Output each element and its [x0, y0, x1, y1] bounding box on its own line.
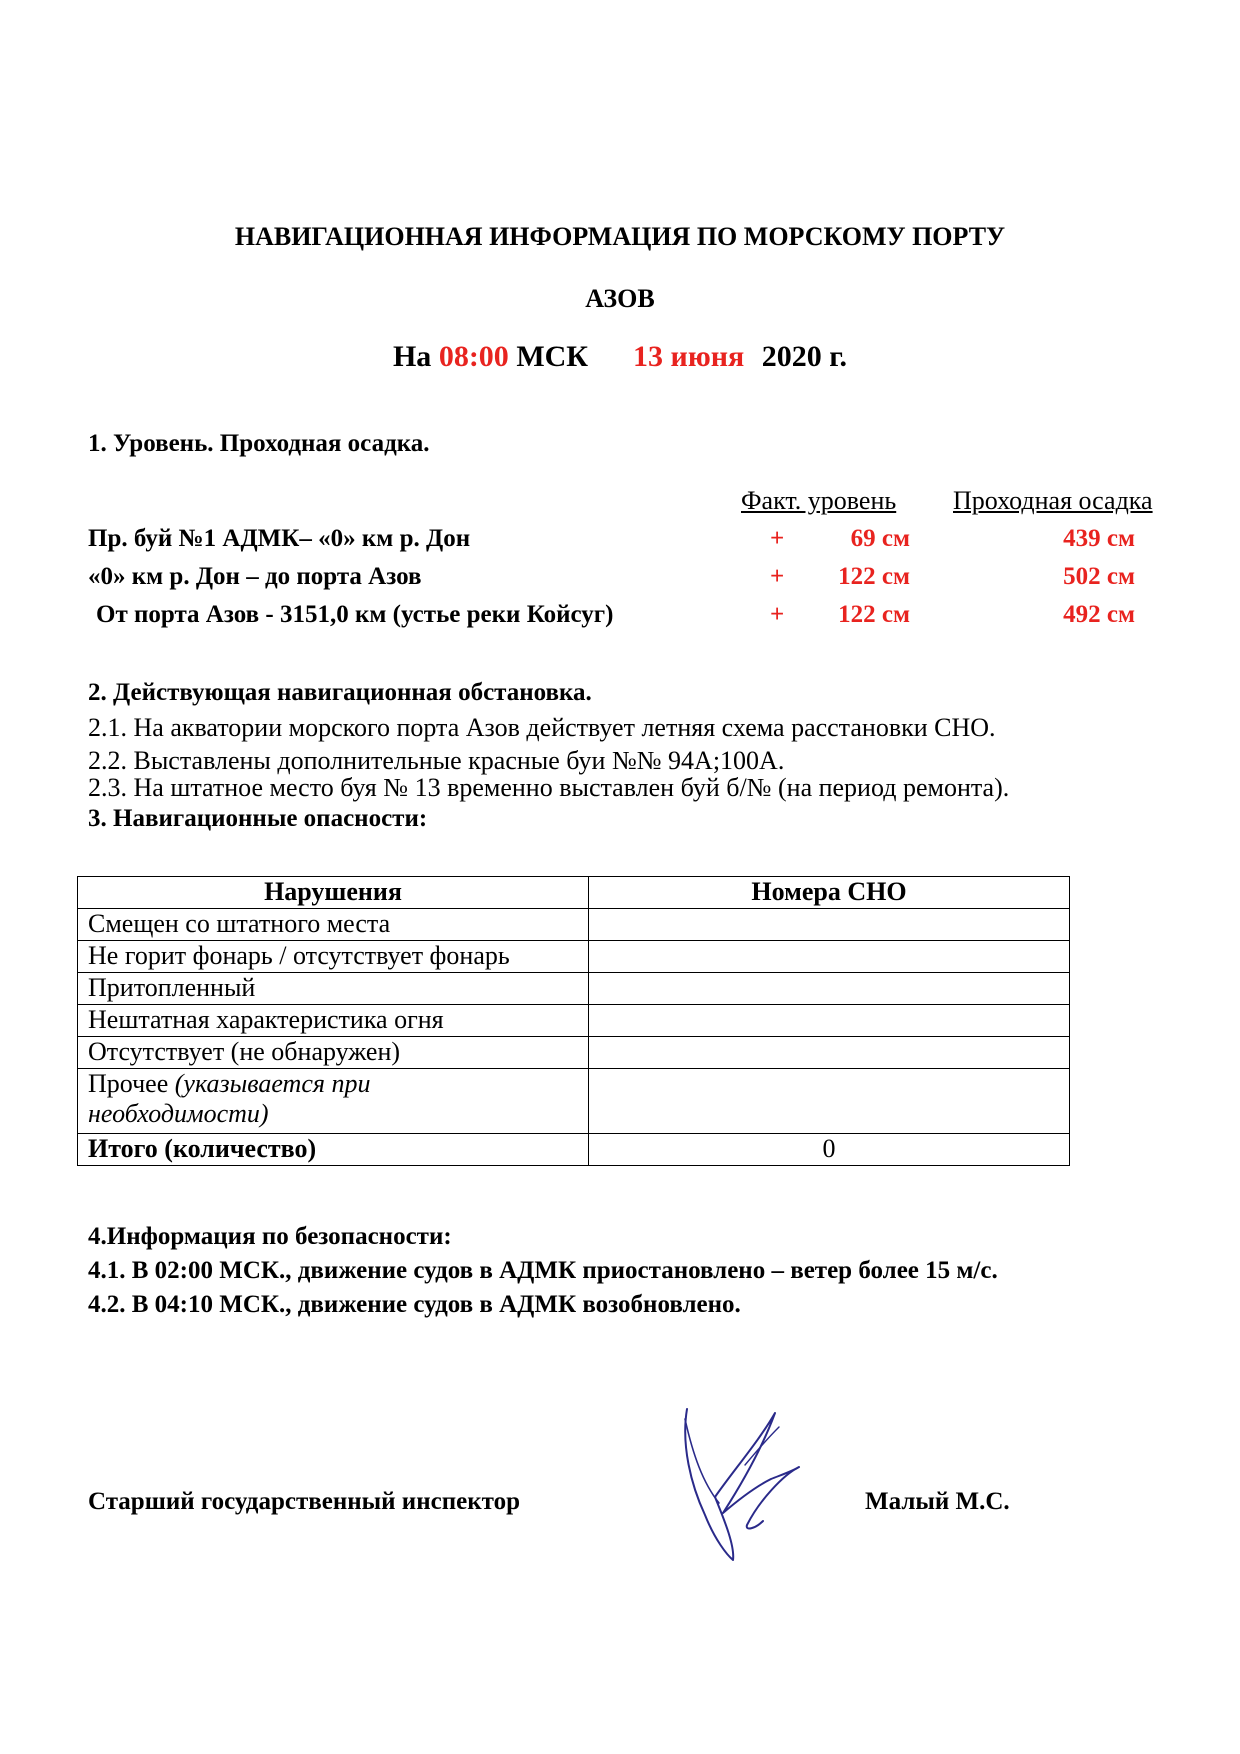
section2-title: 2. Действующая навигационная обстановка.: [88, 679, 592, 706]
table-row: [78, 1005, 1070, 1037]
signature-image: [675, 1405, 805, 1575]
section3-title: 3. Навигационные опасности:: [88, 805, 428, 832]
col-numbers-header: Номера СНО: [589, 877, 1070, 909]
nav-item: 2.2. Выставлены дополнительные красные буи №№ 94А;100А.: [88, 746, 785, 775]
level-row-level: 122 см: [838, 601, 910, 628]
violation-cell: Нештатная характеристика огня: [78, 1005, 589, 1037]
table-row: [78, 1069, 1070, 1134]
nav-item: 2.3. На штатное место буя № 13 временно выставлен буй б/№ (на период ремонта).: [88, 773, 1010, 802]
level-row-draft: 439 см: [1063, 525, 1135, 552]
other-label: Прочее: [88, 1069, 169, 1098]
col-violation-header: Нарушения: [78, 877, 589, 909]
other-note-2: необходимости): [88, 1099, 269, 1128]
other-note: (указывается при: [174, 1069, 371, 1098]
table-row: [78, 973, 1070, 1005]
violation-cell: Притопленный: [78, 973, 589, 1005]
violation-cell: Отсутствует (не обнаружен): [78, 1037, 589, 1069]
total-label: Итого (количество): [78, 1134, 589, 1166]
date-prefix: На: [392, 340, 432, 373]
violation-cell-other: [78, 1069, 589, 1134]
nav-item: 2.1. На акватории морского порта Азов действует летняя схема расстановки СНО.: [88, 713, 996, 742]
table-row: [78, 1037, 1070, 1069]
col-draft-header: Проходная осадка: [953, 486, 1153, 515]
level-row-draft: 502 см: [1063, 563, 1135, 590]
section1-title: 1. Уровень. Проходная осадка.: [88, 430, 430, 457]
level-row-sign: +: [770, 601, 785, 628]
table-total-row: [78, 1134, 1070, 1166]
col-level-header: Факт. уровень: [741, 486, 897, 515]
safety-item: 4.1. В 02:00 МСК., движение судов в АДМК приостановлено – ветер более 15 м/с.: [88, 1257, 998, 1284]
numbers-cell: [589, 941, 1070, 973]
section4-title: 4.Информация по безопасности:: [88, 1223, 452, 1250]
level-row-sign: +: [770, 525, 785, 552]
doc-title: НАВИГАЦИОННАЯ ИНФОРМАЦИЯ ПО МОРСКОМУ ПОРТУ: [234, 222, 1006, 251]
violations-table: [77, 876, 1070, 1166]
numbers-cell: [589, 1037, 1070, 1069]
table-header-row: [78, 877, 1070, 909]
signer-name: Малый М.С.: [865, 1488, 1010, 1515]
safety-item: 4.2. В 04:10 МСК., движение судов в АДМК возобновлено.: [88, 1291, 741, 1318]
level-row-name: Пр. буй №1 АДМК– «0» км р. Дон: [88, 525, 471, 552]
violation-cell: Не горит фонарь / отсутствует фонарь: [78, 941, 589, 973]
report-datetime: [0, 340, 1240, 374]
level-row-name: «0» км р. Дон – до порта Азов: [88, 563, 422, 590]
signer-position: Старший государственный инспектор: [88, 1488, 520, 1515]
numbers-cell: [589, 909, 1070, 941]
report-date: 13 июня: [633, 340, 745, 373]
report-time: 08:00: [438, 340, 509, 373]
numbers-cell: [589, 973, 1070, 1005]
timezone: МСК: [516, 340, 589, 373]
numbers-cell: [589, 1005, 1070, 1037]
level-row-level: 69 см: [850, 525, 910, 552]
level-row-level: 122 см: [838, 563, 910, 590]
report-year: 2020 г.: [761, 340, 848, 373]
numbers-cell: [589, 1069, 1070, 1134]
total-value: 0: [589, 1134, 1070, 1166]
table-row: [78, 941, 1070, 973]
level-row-name: От порта Азов - 3151,0 км (устье реки Койсуг): [96, 601, 614, 628]
port-name: АЗОВ: [585, 284, 655, 313]
level-row-sign: +: [770, 563, 785, 590]
table-row: [78, 909, 1070, 941]
level-row-draft: 492 см: [1063, 601, 1135, 628]
violation-cell: Смещен со штатного места: [78, 909, 589, 941]
